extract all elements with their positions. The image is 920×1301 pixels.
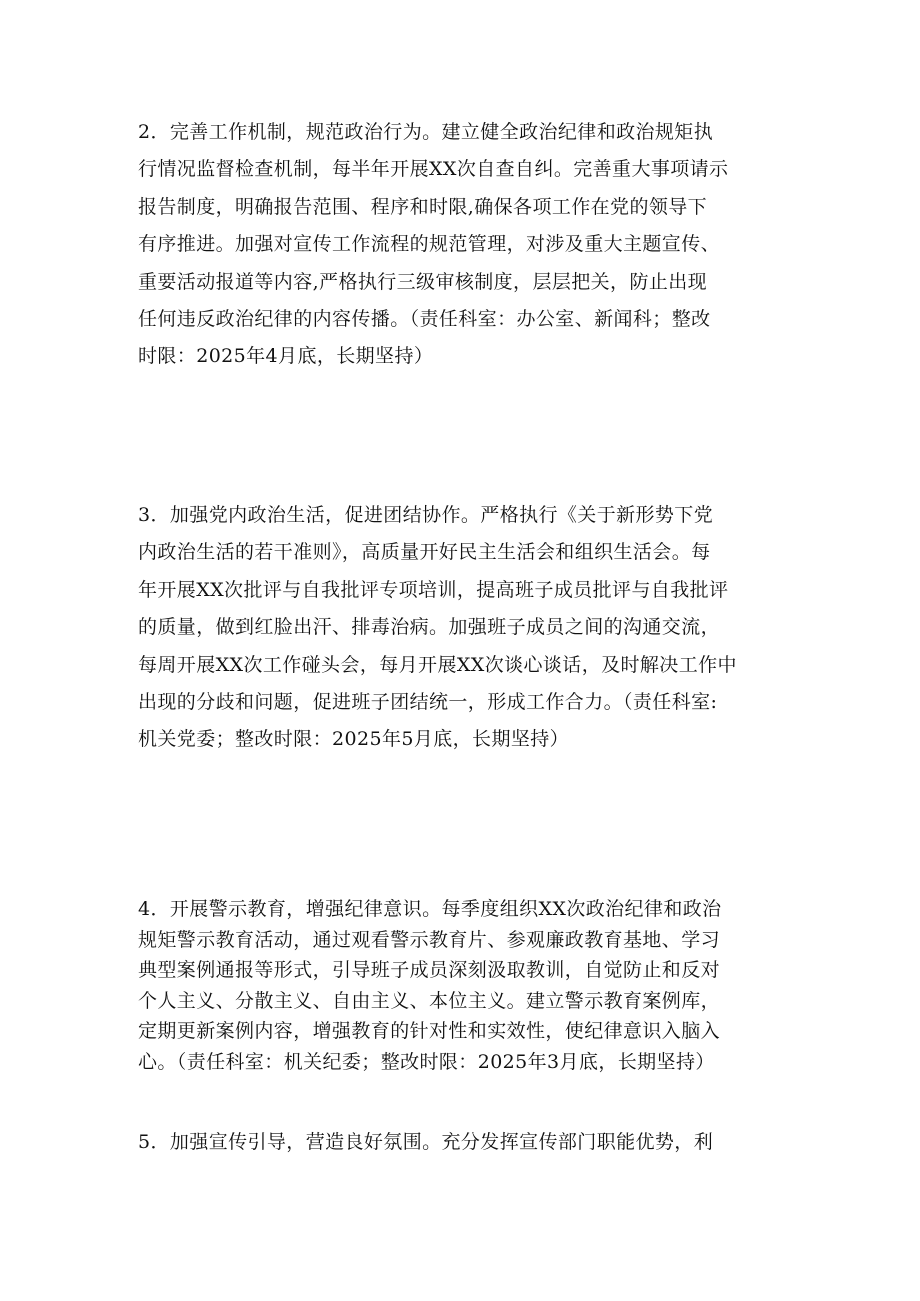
paragraph-line: 规矩警示教育活动，通过观看警示教育片、参观廉政教育基地、学习 [138, 928, 721, 951]
paragraph-line: 3．加强党内政治生活，促进团结协作。严格执行《关于新形势下党 [138, 504, 714, 526]
paragraph-3 [138, 497, 788, 759]
paragraph-line: 心。（责任科室：机关纪委；整改时限：2025年3月底，长期坚持） [138, 1050, 715, 1073]
paragraph-line: 定期更新案例内容，增强教育的针对性和实效性，使纪律意识入脑入 [138, 1020, 721, 1042]
paragraph-5 [138, 1124, 788, 1161]
paragraph-line: 任何违反政治纪律的内容传播。（责任科室：办公室、新闻科；整改 [138, 307, 711, 330]
paragraph-line: 时限：2025年4月底，长期坚持） [138, 345, 434, 368]
paragraph-line: 出现的分歧和问题，促进班子团结统一，形成工作合力。（责任科室: [138, 690, 718, 713]
paragraph-line: 2．完善工作机制，规范政治行为。建立健全政治纪律和政治规矩执 [138, 121, 714, 143]
paragraph-line: 重要活动报道等内容,严格执行三级审核制度，层层把关，防止出现 [138, 270, 708, 293]
paragraph-line: 年开展XX次批评与自我批评专项培训，提高班子成员批评与自我批评 [138, 578, 729, 601]
paragraph-line: 行情况监督检查机制，每半年开展XX次自查自纠。完善重大事项请示 [138, 158, 729, 181]
paragraph-line: 的质量，做到红脸出汗、排毒治病。加强班子成员之间的沟通交流， [138, 616, 721, 639]
paragraph-line: 典型案例通报等形式，引导班子成员深刻汲取教训，自觉防止和反对 [138, 959, 721, 981]
paragraph-line: 有序推进。加强对宣传工作流程的规范管理，对涉及重大主题宣传、 [138, 233, 721, 256]
paragraph-line: 报告制度，明确报告范围、程序和时限,确保各项工作在党的领导下 [138, 195, 708, 218]
paragraph-line: 每周开展XX次工作碰头会，每月开展XX次谈心谈话，及时解决工作中 [138, 653, 737, 676]
paragraph-2 [138, 114, 788, 376]
paragraph-4 [138, 894, 788, 1077]
paragraph-line: 4．开展警示教育，增强纪律意识。每季度组织XX次政治纪律和政治 [138, 898, 722, 920]
paragraph-line: 内政治生活的若干准则》，高质量开好民主生活会和组织生活会。每 [138, 541, 711, 564]
paragraph-line: 5．加强宣传引导，营造良好氛围。充分发挥宣传部门职能优势，利 [138, 1131, 714, 1153]
paragraph-line: 机关党委；整改时限：2025年5月底，长期坚持） [138, 728, 570, 751]
paragraph-line: 个人主义、分散主义、自由主义、本位主义。建立警示教育案例库， [138, 989, 721, 1012]
